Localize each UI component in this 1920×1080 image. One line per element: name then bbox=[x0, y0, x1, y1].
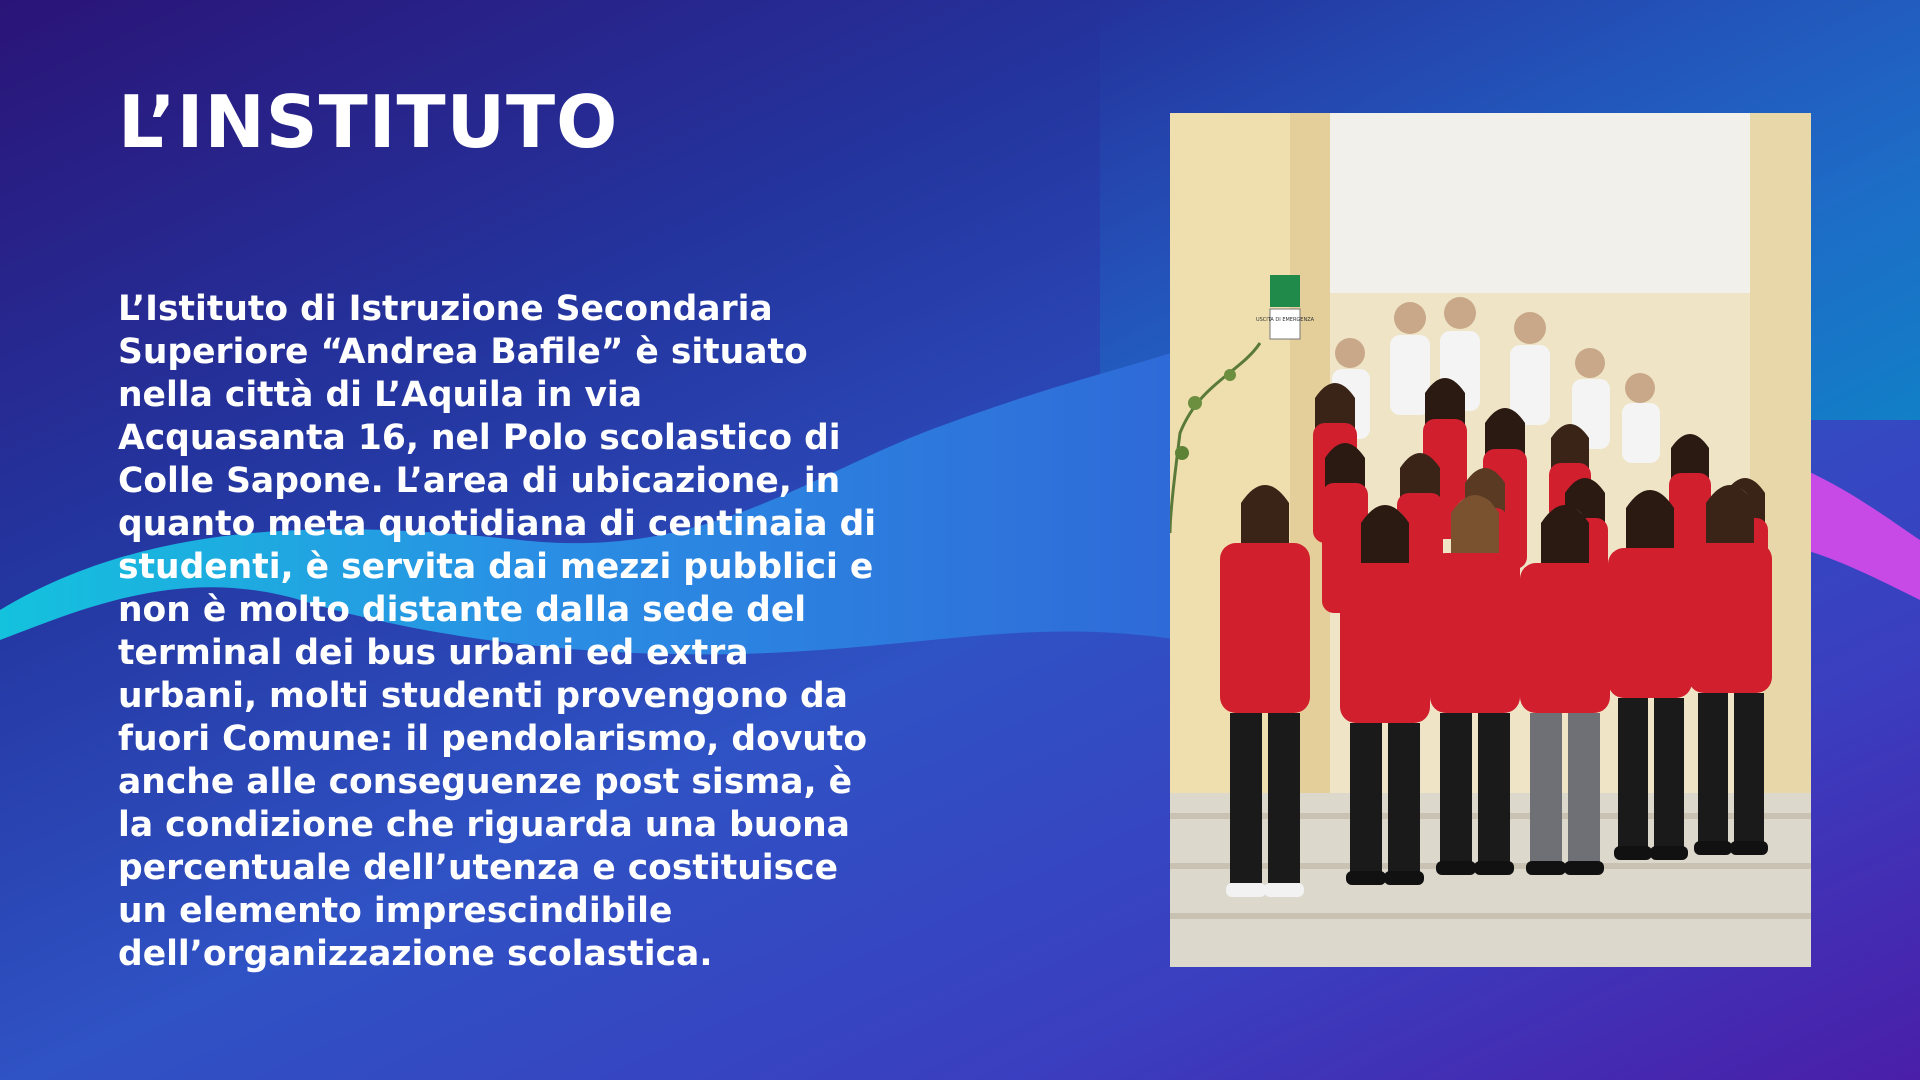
sign-text: USCITA DI EMERGENZA bbox=[1255, 317, 1315, 323]
group-photo bbox=[1170, 113, 1811, 967]
emergency-exit-sign-icon bbox=[1270, 275, 1300, 307]
group-photo-illustration bbox=[1170, 113, 1811, 967]
page-title: L’INSTITUTO bbox=[118, 80, 619, 164]
institute-description: L’Istituto di Istruzione Secondaria Superiore “Andrea Bafile” è situato nella città di L’Aquila in via Acquasanta 16, nel Polo scolastico di Colle Sapone. L’area di ubicazione, in quanto meta quotidiana di centinaia di studenti, è servita dai mezzi pubblici e non è molto distante dalla sede del terminal dei bus urbani ed extra urbani, molti studenti provengono da fuori Comune: il pendolarismo, dovuto anche alle conseguenze post sisma, è la condizione che riguarda una buona percentuale dell’utenza e costituisce un elemento imprescindibile dell’organizzazione scolastica. bbox=[118, 289, 877, 974]
